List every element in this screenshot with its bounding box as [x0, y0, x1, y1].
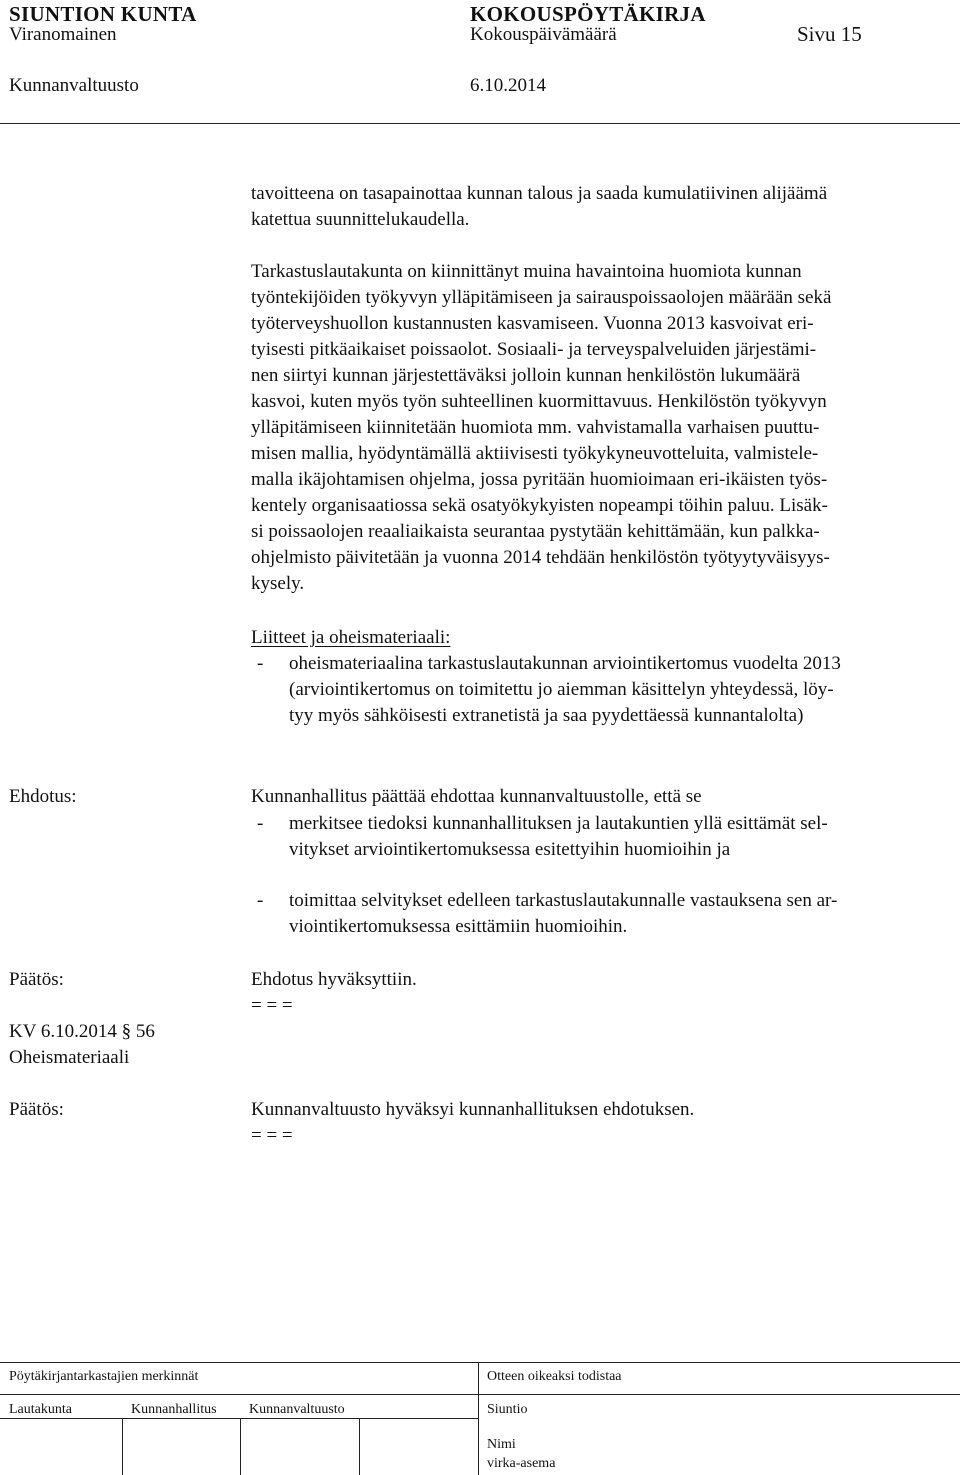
- reviewers-label: Pöytäkirjantarkastajien merkinnät: [9, 1369, 199, 1384]
- proposal-item-line: toimittaa selvitykset edelleen tarkastuslautakunnalle vastauksena sen ar-: [289, 890, 838, 911]
- footer-col-municipal-board: Kunnanhallitus: [131, 1402, 217, 1417]
- body-line: katettua suunnittelukaudella.: [251, 209, 470, 230]
- proposal-item-line: vitykset arviointikertomuksessa esitettyihin huomioihin ja: [289, 839, 731, 860]
- body-line: ylläpitämiseen kiinnitetään huomiota mm. vahvistamalla varhaisen puuttu-: [251, 417, 820, 438]
- supplementary-material-label: Oheismateriaali: [9, 1047, 130, 1068]
- body-line: kentely organisaatiossa sekä osatyökykyisten nopeampi töihin paluu. Lisäk-: [251, 495, 828, 516]
- decision-text: Ehdotus hyväksyttiin.: [251, 969, 417, 990]
- body-line: työterveyshuollon kustannusten kasvamiseen. Vuonna 2013 kasvoivat eri-: [251, 313, 814, 334]
- footer-col-council: Kunnanvaltuusto: [249, 1402, 345, 1417]
- body-line: nen siirtyi kunnan järjestettäväksi jolloin kunnan henkilöstön lukumäärä: [251, 365, 801, 386]
- footer-place: Siuntio: [487, 1402, 528, 1417]
- decision-separator: = = =: [251, 995, 293, 1016]
- body-line: malla ikäjohtamisen ohjelma, jossa pyritään huomioimaan eri-ikäisten työs-: [251, 469, 828, 490]
- proposal-item-dash: -: [257, 890, 264, 911]
- body-line: tavoitteena on tasapainottaa kunnan talous ja saada kumulatiivinen alijäämä: [251, 183, 828, 204]
- body-line: tyisesti pitkäaikaiset poissaolot. Sosiaali- ja terveyspalveluiden järjestämi-: [251, 339, 817, 360]
- body-line: misen mallia, hyödyntämällä aktiivisesti työkykyneuvotteluita, valmistele-: [251, 443, 819, 464]
- attachment-line: tyy myös sähköisesti extranetistä ja saa pyydettäessä kunnantalolta): [289, 705, 804, 726]
- section-reference: § 56: [121, 1021, 155, 1042]
- footer-top-rule: [0, 1362, 960, 1363]
- attachments-heading: Liitteet ja oheismateriaali:: [251, 627, 451, 648]
- decision-label: Päätös:: [9, 969, 64, 990]
- authority-label: Viranomainen: [9, 24, 117, 45]
- proposal-item-line: viointikertomuksessa esittämiin huomioihin.: [289, 916, 628, 937]
- proposal-item-dash: -: [257, 813, 264, 834]
- footer-label-rule: [0, 1418, 478, 1419]
- footer-col-divider: [359, 1418, 360, 1475]
- meeting-date: 6.10.2014: [470, 75, 546, 96]
- proposal-item-line: merkitsee tiedoksi kunnanhallituksen ja lautakuntien yllä esittämät sel-: [289, 813, 828, 834]
- footer-col-divider: [122, 1418, 123, 1475]
- authority-name: Kunnanvaltuusto: [9, 75, 139, 96]
- proposal-intro: Kunnanhallitus päättää ehdottaa kunnanvaltuustolle, että se: [251, 786, 702, 807]
- footer-col-divider: [240, 1418, 241, 1475]
- proposal-label: Ehdotus:: [9, 786, 77, 807]
- body-line: kasvoi, kuten myös työn suhteellinen kuormittavuus. Henkilöstön työkyvyn: [251, 391, 827, 412]
- body-line: ohjelmisto päivitetään ja vuonna 2014 tehdään henkilöstön työtyytyväisyys-: [251, 547, 830, 568]
- attachment-line: oheismateriaalina tarkastuslautakunnan arviointikertomus vuodelta 2013: [289, 653, 841, 674]
- body-line: työntekijöiden työkyvyn ylläpitämiseen ja sairauspoissaolojen määrään sekä: [251, 287, 832, 308]
- footer-divider: [478, 1362, 479, 1475]
- date-label: Kokouspäivämäärä: [470, 24, 617, 45]
- body-line: kysely.: [251, 573, 305, 594]
- body-line: si poissaolojen reaaliaikaista seurantaa pystytään kehittämään, kun palkka-: [251, 521, 820, 542]
- municipality-name: SIUNTION KUNTA: [9, 2, 197, 26]
- page-number: Sivu 15: [797, 22, 862, 46]
- footer-row-rule: [0, 1394, 960, 1395]
- certified-label: Otteen oikeaksi todistaa: [487, 1369, 622, 1384]
- attachment-line: (arviointikertomus on toimitettu jo aiemman käsittelyn yhteydessä, löy-: [289, 679, 834, 700]
- footer-name-label: Nimi: [487, 1437, 516, 1452]
- document-type: KOKOUSPÖYTÄKIRJA: [470, 2, 706, 26]
- council-reference: [9, 1019, 155, 1045]
- header-rule: [0, 123, 960, 124]
- council-reference-date: KV 6.10.2014: [9, 1021, 117, 1042]
- footer-col-board: Lautakunta: [9, 1402, 72, 1417]
- decision-separator: = = =: [251, 1125, 293, 1146]
- decision-text: Kunnanvaltuusto hyväksyi kunnanhallituksen ehdotuksen.: [251, 1099, 695, 1120]
- attachment-dash: -: [257, 653, 264, 674]
- footer-title-label: virka-asema: [487, 1456, 556, 1471]
- decision-label: Päätös:: [9, 1099, 64, 1120]
- body-line: Tarkastuslautakunta on kiinnittänyt muina havaintoina huomiota kunnan: [251, 261, 802, 282]
